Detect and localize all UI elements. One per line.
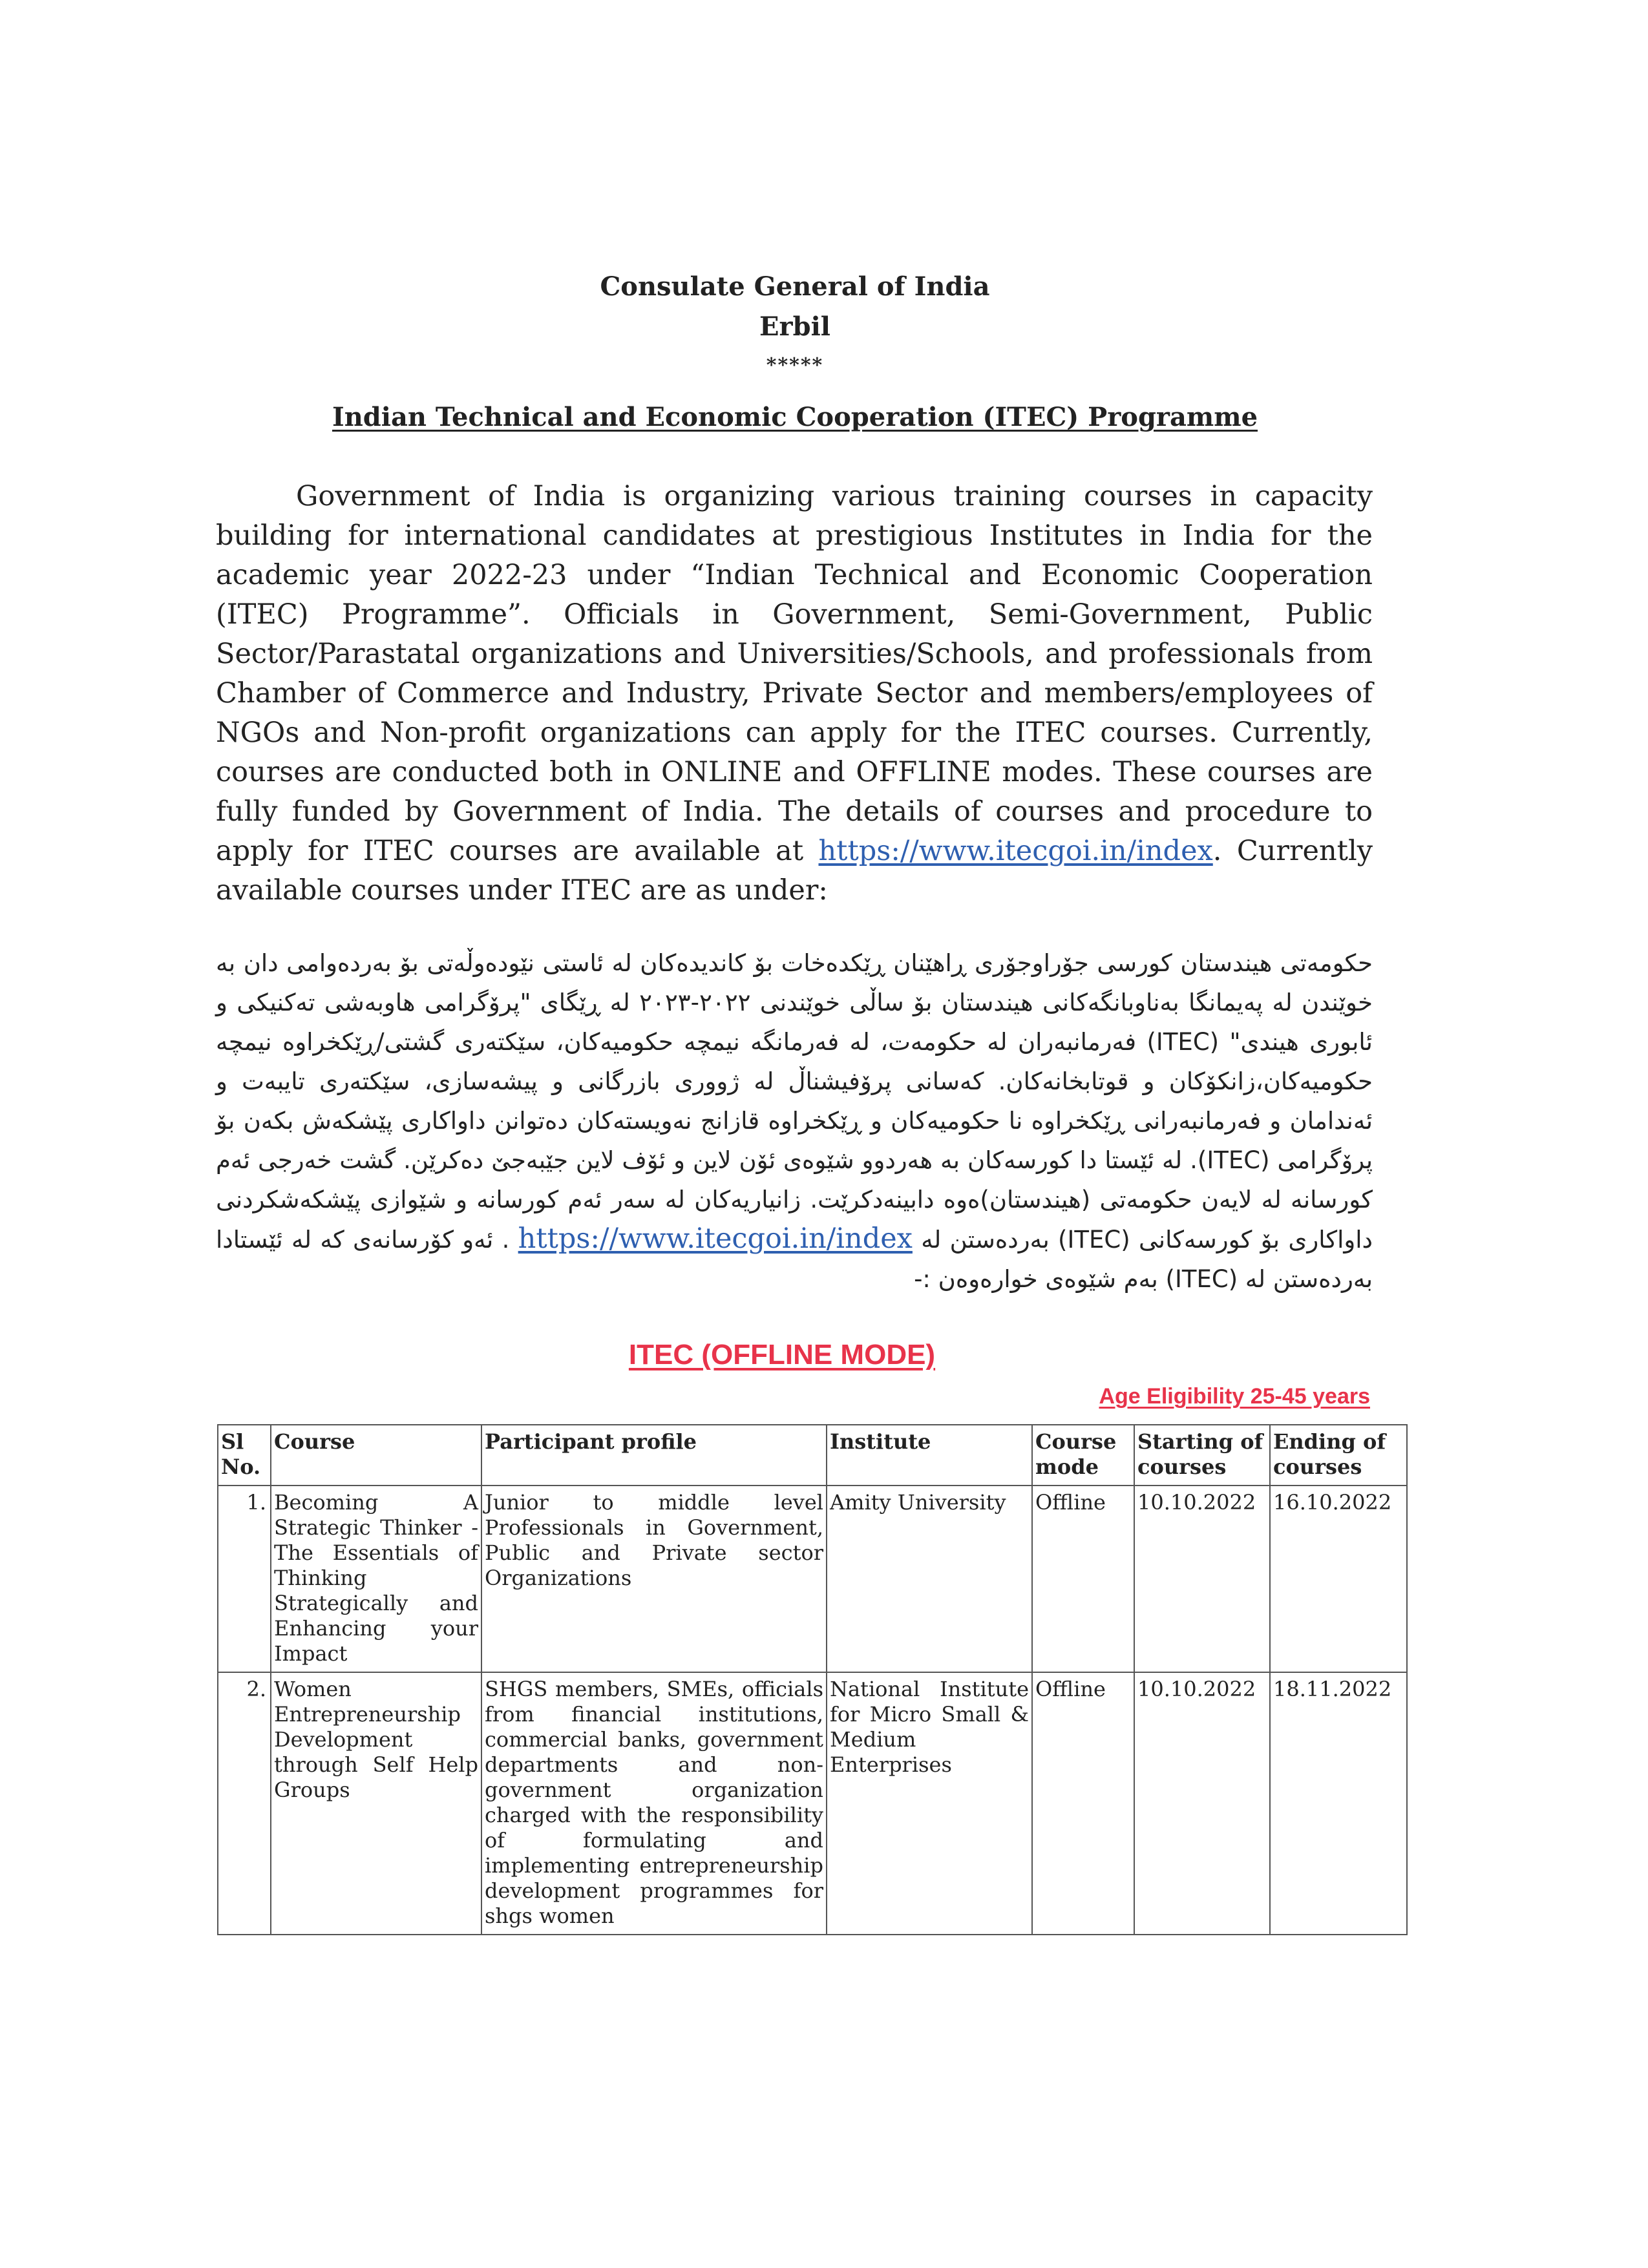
cell-mode: Offline — [1032, 1486, 1134, 1672]
kurdish-text-part2: . ئەو کۆرسانەی کە لە ئێستادا بەردەستن لە (ITEC) بەم شێوەی خوارەوەن :- — [216, 1226, 1373, 1293]
column-header-start: Starting of courses — [1134, 1425, 1270, 1486]
cell-end-date: 16.10.2022 — [1270, 1486, 1407, 1672]
column-header-profile: Participant profile — [481, 1425, 827, 1486]
section-title: ITEC (OFFLINE MODE) — [628, 1339, 936, 1370]
english-text-part1: Government of India is organizing various training courses in capacity building for international candidates at prestigious Institutes in India for the academic year 2022-23 under “Indian Technical and Economic Cooperation (ITEC) Programme”. Officials in Government, Semi-Government, Public Sector/Parastatal organizations and Universities/Schools, and professionals from Chamber of Commerce and Industry, Private Sector and members/employees of NGOs and Non-profit organizations can apply for the ITEC courses. Currently, courses are conducted both in ONLINE and OFFLINE modes. These courses are fully funded by Government of India. The details of courses and procedure to apply for ITEC courses are available at — [216, 480, 1373, 867]
cell-start-date: 10.10.2022 — [1134, 1672, 1270, 1935]
header-consulate: Consulate General of India — [600, 271, 990, 302]
column-header-course: Course — [271, 1425, 481, 1486]
cell-course: Women Entrepreneurship Development through Self Help Groups — [271, 1672, 481, 1935]
cell-institute: National Institute for Micro Small & Medium Enterprises — [827, 1672, 1032, 1935]
kurdish-paragraph — [216, 943, 1373, 1299]
header-separator: ***** — [766, 354, 824, 377]
table-row — [218, 1486, 1407, 1672]
cell-end-date: 18.11.2022 — [1270, 1672, 1407, 1935]
table-row — [218, 1672, 1407, 1935]
english-paragraph — [216, 477, 1373, 910]
cell-start-date: 10.10.2022 — [1134, 1486, 1270, 1672]
cell-profile: SHGS members, SMEs, officials from financial institutions, commercial banks, government departments and non-government organization charged with the responsibility of formulating and implementing entrepreneurship development programmes for shgs women — [481, 1672, 827, 1935]
english-text-part2: . Currently available courses under ITEC are as under: — [216, 835, 1373, 907]
column-header-sl: Sl No. — [218, 1425, 271, 1486]
column-header-mode: Course mode — [1032, 1425, 1134, 1486]
itec-website-link-kurdish[interactable]: https://www.itecgoi.in/index — [518, 1223, 913, 1255]
cell-institute: Amity University — [827, 1486, 1032, 1672]
age-eligibility-note: Age Eligibility 25-45 years — [1099, 1384, 1370, 1409]
cell-course: Becoming A Strategic Thinker - The Essentials of Thinking Strategically and Enhancing your Impact — [271, 1486, 481, 1672]
column-header-institute: Institute — [827, 1425, 1032, 1486]
header-city: Erbil — [759, 311, 830, 342]
cell-sl: 1. — [218, 1486, 271, 1672]
column-header-end: Ending of courses — [1270, 1425, 1407, 1486]
cell-profile: Junior to middle level Professionals in Government, Public and Private sector Organizations — [481, 1486, 827, 1672]
kurdish-text-part1: حکومەتی هیندستان کورسی جۆراوجۆری ڕاهێنان ڕێکدەخات بۆ کاندیدەکان لە ئاستی نێودەوڵەتی بۆ بەردەوامی دان بە خوێندن لە پەیمانگا بەناوبانگەکانی هیندستان بۆ ساڵی خوێندنی ٢٠٢٢-٢٠٢٣ لە ڕێگای "پرۆگرامی هاوبەشی تەکنیکی و ئابوری هیندی" (ITEC) فەرمانبەران لە حکومەت، لە فەرمانگە نیمچە حکومیەکان، سێکتەری گشتی/ڕێکخراوە نیمچە حکومیەکان،زانکۆکان و قوتابخانەکان. کەسانی پرۆفیشناڵ لە ژووری بازرگانی و پیشەسازی، سێکتەری تایبەت و ئەندامان و فەرمانبەرانی ڕێکخراوە نا حکومیەکان و ڕێکخراوە قازانج نەویستەکان دەتوانن داواکاری پێشکەش بکەن بۆ پرۆگرامی (ITEC). لە ئێستا دا کورسەکان بە هەردوو شێوەی ئۆن لاین و ئۆف لاین جێبەجێ دەکرێن. گشت خەرجی ئەم کورسانە لە لایەن حکومەتی (هیندستان)ەوە دابینەدکرێت. زانیاریەکان لە سەر ئەم کورسانە و شێوازی پێشکەشکردنی داواکاری بۆ کورسەکانی (ITEC) بەردەستن لە — [216, 949, 1373, 1254]
cell-sl: 2. — [218, 1672, 271, 1935]
table-header-row — [218, 1425, 1407, 1486]
courses-table — [217, 1424, 1408, 1935]
itec-website-link[interactable]: https://www.itecgoi.in/index — [818, 835, 1213, 867]
cell-mode: Offline — [1032, 1672, 1134, 1935]
programme-title: Indian Technical and Economic Cooperation (ITEC) Programme — [332, 402, 1258, 432]
